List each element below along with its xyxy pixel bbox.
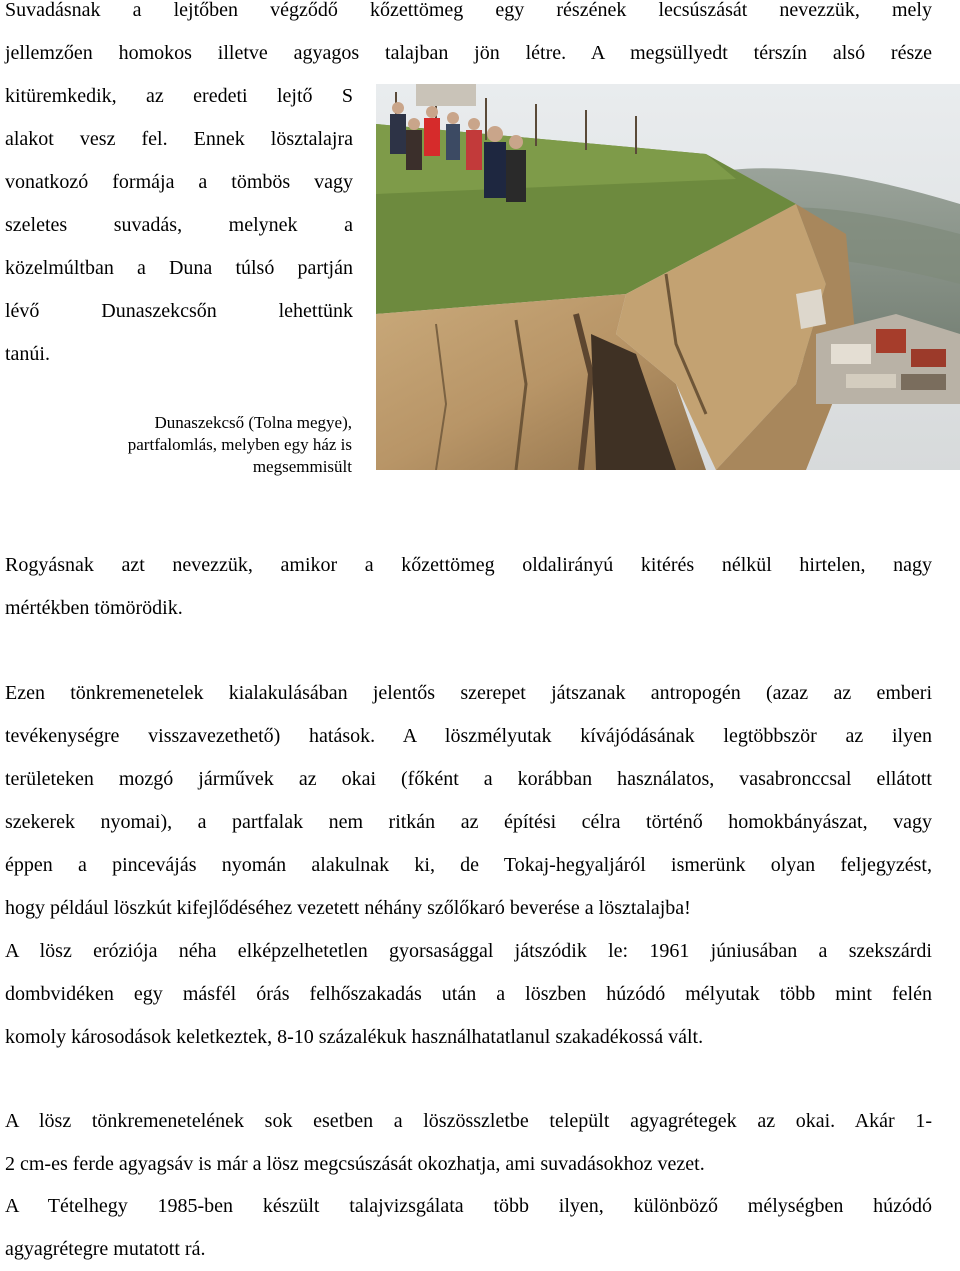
paragraph-line: 2 cm-es ferde agyagsáv is már a lösz megcsúszását okozhatja, ami suvadásokhoz vezet.	[5, 1153, 705, 1175]
paragraph-line: A lösz eróziója néha elképzelhetetlen gyorsasággal játszódik le: 1961 júniusában a szekszárdi	[5, 940, 932, 962]
paragraph-line: tevékenységre visszavezethető) hatások. A löszmélyutak kívájódásának legtöbbször az ilyen	[5, 725, 932, 747]
paragraph-rogyas	[5, 544, 932, 630]
intro-line: alakot vesz fel. Ennek lösztalajra	[5, 128, 353, 150]
intro-line: közelmúltban a Duna túlsó partján	[5, 257, 353, 279]
intro-line: kitüremkedik, az eredeti lejtő S	[5, 85, 353, 107]
intro-line: tanúi.	[5, 343, 50, 365]
figure-caption	[60, 412, 352, 478]
paragraph-line: hogy például löszkút kifejlődéséhez vezetett néhány szőlőkaró beverése a lösztalajba!	[5, 897, 691, 919]
paragraph-agyagretegek	[5, 1100, 932, 1186]
paragraph-line: mértékben tömörödik.	[5, 597, 183, 619]
paragraph-line: agyagrétegre mutatott rá.	[5, 1238, 206, 1260]
intro-wrapped-lines	[5, 75, 353, 376]
paragraph-line: éppen a pincevájás nyomán alakulnak ki, de Tokaj-hegyaljáról ismerünk olyan feljegyzést,	[5, 854, 932, 876]
paragraph-line: A lösz tönkremenetelének sok esetben a löszösszletbe települt agyagrétegek az okai. Akár 1-	[5, 1110, 932, 1132]
paragraph-line: A Tételhegy 1985-ben készült talajvizsgálata több ilyen, különböző mélységben húzódó	[5, 1195, 932, 1217]
intro-line: jellemzően homokos illetve agyagos talajban jön létre. A megsüllyedt térszín alsó része	[5, 42, 932, 64]
paragraph-line: Ezen tönkremenetelek kialakulásában jelentős szerepet játszanak antropogén (azaz az emberi	[5, 682, 932, 704]
paragraph-line: területeken mozgó járművek az okai (főként a korábban használatos, vasabronccsal ellátott	[5, 768, 932, 790]
caption-line: Dunaszekcső (Tolna megye),	[154, 413, 352, 432]
paragraph-line: Rogyásnak azt nevezzük, amikor a kőzettömeg oldalirányú kitérés nélkül hirtelen, nagy	[5, 554, 932, 576]
paragraph-tonkremenetel	[5, 672, 932, 930]
paragraph-erozio	[5, 930, 932, 1059]
caption-line: megsemmisült	[252, 457, 352, 476]
paragraph-line: dombvidéken egy másfél órás felhőszakadás után a löszben húzódó mélyutak több mint felén	[5, 983, 932, 1005]
caption-line: partfalomlás, melyben egy ház is	[127, 435, 352, 454]
intro-line: szeletes suvadás, melynek a	[5, 214, 353, 236]
paragraph-tetelhegy	[5, 1185, 932, 1271]
intro-line: Suvadásnak a lejtőben végződő kőzettömeg egy részének lecsúszását nevezzük, mely	[5, 0, 932, 21]
intro-line: lévő Dunaszekcsőn lehettünk	[5, 300, 353, 322]
paragraph-line: szekerek nyomai), a partfalak nem ritkán az építési célra történő homokbányászat, vagy	[5, 811, 932, 833]
paragraph-line: komoly károsodások keletkeztek, 8-10 százalékuk használhatatlanul szakadékossá vált.	[5, 1026, 704, 1048]
intro-full-lines	[5, 0, 932, 75]
landslide-photo	[376, 84, 960, 470]
intro-line: vonatkozó formája a tömbös vagy	[5, 171, 353, 193]
